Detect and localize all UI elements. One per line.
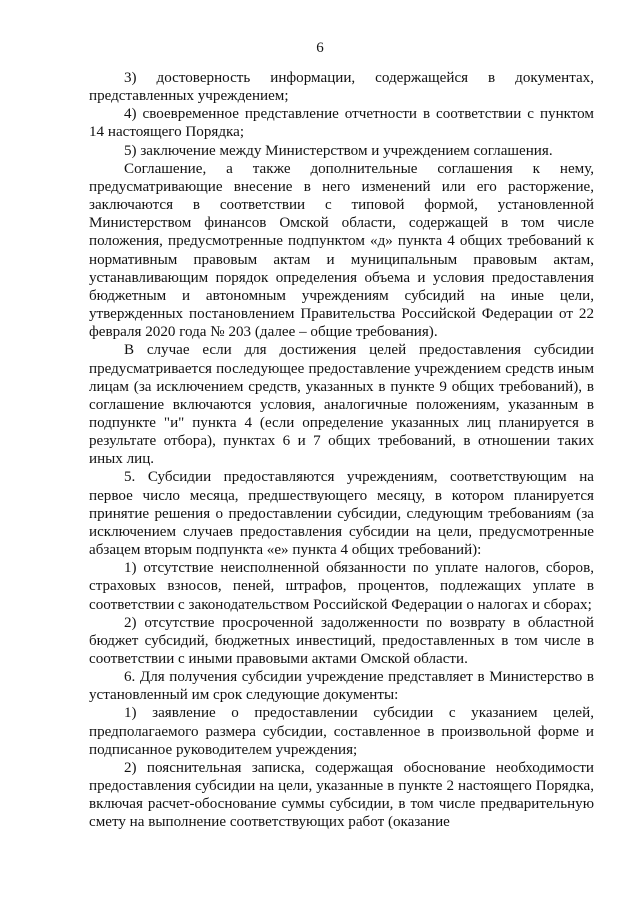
paragraph-section-5: 5. Субсидии предоставляются учреждениям, соответствующим на первое число месяца, предшествующего месяцу, в котором планируется принятие решения о предоставлении субсидии, следующим требованиям (за исключением случаев предоставления субсидии на цели, предусмотренные абзацем вторым подпункта «е» пункта 4 общих требований):: [89, 469, 594, 559]
paragraph-third-parties: В случае если для достижения целей предоставления субсидии предусматривается последующее предоставление учреждением средств иным лицам (за исключением средств, указанных в пункте 9 общих требований), в соглашение включаются условия, аналогичные положениям, указанным в подпункте "и" пункта 4 (если определение указанных лиц планируется в результате отбора), пунктах 6 и 7 общих требований, в отношении таких иных лиц.: [89, 342, 594, 468]
document-body: [89, 69, 594, 832]
paragraph-item-4-reporting: 4) своевременное представление отчетности в соответствии с пунктом 14 настоящего Порядка;: [89, 106, 594, 141]
paragraph-item-3-reliability: 3) достоверность информации, содержащейся в документах, представленных учреждением;: [89, 70, 594, 105]
paragraph-section-5-item-2: 2) отсутствие просроченной задолженности по возврату в областной бюджет субсидий, бюджетных инвестиций, предоставленных в том числе в соответствии с иными правовыми актами Омской области.: [89, 614, 594, 667]
page-number: 6: [316, 40, 324, 56]
paragraph-section-6-item-2: 2) пояснительная записка, содержащая обоснование необходимости предоставления субсидии на цели, указанные в пункте 2 настоящего Порядка, включая расчет-обоснование суммы субсидии, в том числе предварительную смету на выполнение соответствующих работ (оказание: [89, 759, 594, 831]
paragraph-section-6: 6. Для получения субсидии учреждение представляет в Министерство в установленный им срок следующие документы:: [89, 669, 594, 704]
paragraph-agreement-terms: Соглашение, а также дополнительные соглашения к нему, предусматривающие внесение в него изменений или его расторжение, заключаются в соответствии с типовой формой, установленной Министерством финансов Омской области, содержащей в том числе положения, предусмотренные подпунктом «д» пункта 4 общих требований к нормативным правовым актам и муниципальным правовым актам, устанавливающим порядок определения объема и условия предоставления бюджетным и автономным учреждениям субсидий на иные цели, утвержденных постановлением Правительства Российской Федерации от 22 февраля 2020 года № 203 (далее – общие требования).: [89, 160, 594, 341]
paragraph-section-6-item-1: 1) заявление о предоставлении субсидии с указанием целей, предполагаемого размера субсидии, составленное в произвольной форме и подписанное руководителем учреждения;: [89, 705, 594, 758]
paragraph-item-5-agreement: 5) заключение между Министерством и учреждением соглашения.: [124, 142, 553, 159]
paragraph-section-5-item-1: 1) отсутствие неисполненной обязанности по уплате налогов, сборов, страховых взносов, пеней, штрафов, процентов, подлежащих уплате в соответствии с законодательством Российской Федерации о налогах и сборах;: [89, 560, 594, 613]
